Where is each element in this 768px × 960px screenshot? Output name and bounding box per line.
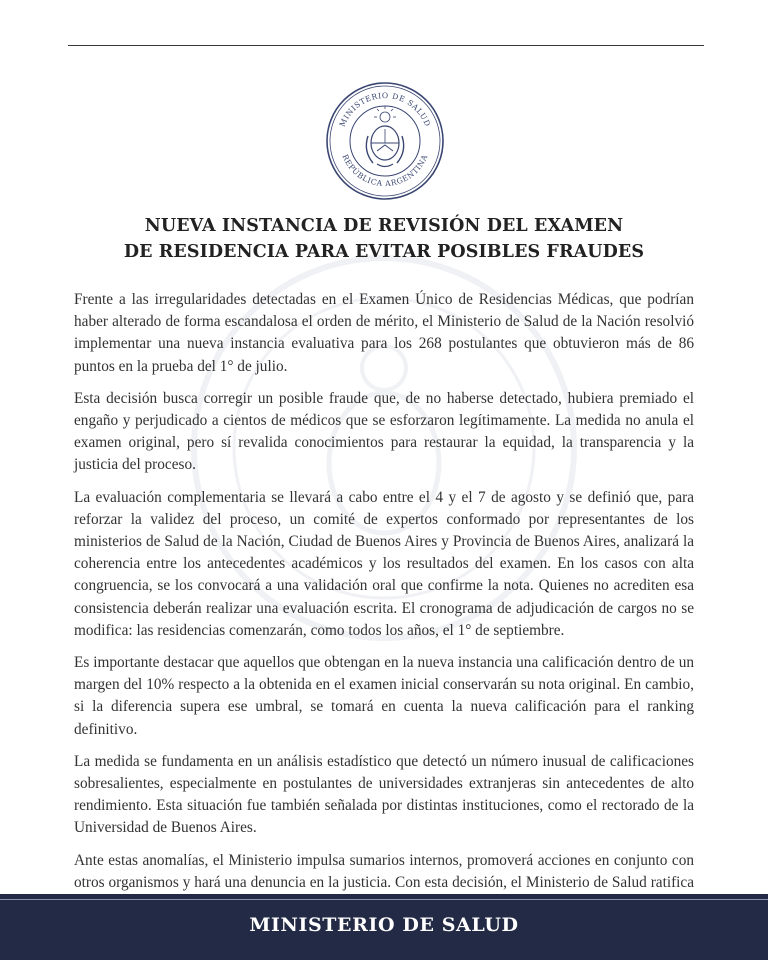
footer-banner: [0, 894, 768, 960]
footer-divider: [0, 899, 768, 900]
top-divider: [68, 45, 704, 46]
paragraph-3: La evaluación complementaria se llevará a cabo entre el 4 y el 7 de agosto y se definió que, para reforzar la validez del proceso, un comité de expertos conformado por representantes de los ministerios de Salud de la Nación, Ciudad de Buenos Aires y Provincia de Buenos Aires, analizará la coherencia entre los antecedentes académicos y los resultados del examen. En los casos con alta congruencia, se los convocará a una validación oral que confirme la nota. Quienes no acrediten esa consistencia deberán realizar una evaluación escrita. El cronograma de adjudicación de cargos no se modifica: las residencias comenzarán, como todos los años, el 1° de septiembre.: [74, 488, 694, 639]
page-title: [0, 213, 768, 265]
paragraph-5: La medida se fundamenta en un análisis estadístico que detectó un número inusual de calificaciones sobresalientes, especialmente en postulantes de universidades extranjeras sin antecedentes de alto rendimiento. Esta situación fue también señalada por distintas instituciones, como el rectorado de la Universidad de Buenos Aires.: [74, 752, 694, 837]
footer-label: MINISTERIO DE SALUD: [249, 914, 519, 936]
ministry-seal-icon: [325, 81, 445, 201]
title-line-1: NUEVA INSTANCIA DE REVISIÓN DEL EXAMEN: [144, 216, 624, 236]
article-body: [74, 289, 694, 926]
paragraph-6: Ante estas anomalías, el Ministerio impulsa sumarios internos, promoverá acciones en conjunto con otros organismos y hará una denuncia en la justicia. Con esta decisión, el Ministerio de Salud ratifica: [74, 851, 694, 891]
svg-text:REPÚBLICA ARGENTINA: REPÚBLICA ARGENTINA: [340, 153, 430, 189]
paragraph-1: Frente a las irregularidades detectadas en el Examen Único de Residencias Médicas, que podrían haber alterado de forma escandalosa el orden de mérito, el Ministerio de Salud de la Nación resolvió implementar una nueva instancia evaluativa para los 268 postulantes que obtuvieron más de 86 puntos en la prueba del 1° de julio.: [74, 291, 694, 375]
paragraph-2: Esta decisión busca corregir un posible fraude que, de no haberse detectado, hubiera premiado el engaño y perjudicado a cientos de médicos que se esforzaron legítimamente. La medida no anula el examen original, pero sí revalida conocimientos para restaurar la equidad, la transparencia y la justicia del proceso.: [74, 389, 694, 474]
title-line-2: DE RESIDENCIA PARA EVITAR POSIBLES FRAUDES: [123, 242, 645, 262]
svg-text:MINISTERIO DE SALUD: MINISTERIO DE SALUD: [337, 90, 433, 129]
paragraph-4: Es importante destacar que aquellos que obtengan en la nueva instancia una calificación dentro de un margen del 10% respecto a la obtenida en el examen inicial conservarán su nota original. En cambio, si la diferencia supera ese umbral, se tomará en cuenta la nueva calificación para el ranking definitivo.: [74, 654, 694, 738]
